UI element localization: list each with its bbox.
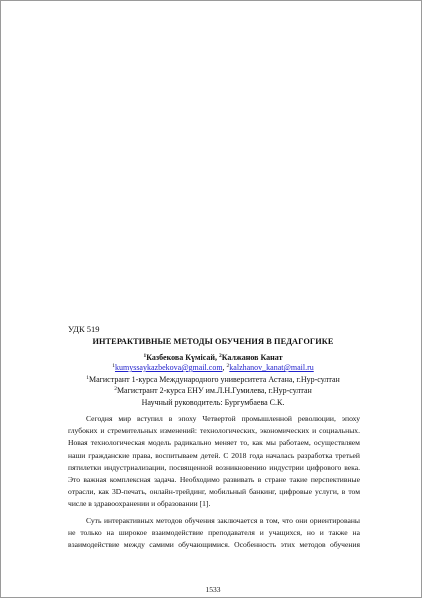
paragraph-line: отрасли, как 3D-печать, онлайн-трейдинг, мобильный банкинг, цифровые услуги, в том [68, 487, 360, 497]
paragraph-line: Суть интерактивных методов обучения заключается в том, что они ориентированы [86, 516, 360, 525]
article-title: ИНТЕРАКТИВНЫЕ МЕТОДЫ ОБУЧЕНИЯ В ПЕДАГОГИКЕ [92, 337, 334, 346]
email-separator: , [222, 363, 227, 372]
paragraph-line: числе в здравоохранении и образовании [1]. [68, 499, 211, 509]
affiliation2-text: Магистрант 2-курса ЕНУ им.Л.Н.Гумилева, г.Нур-султан [116, 386, 312, 395]
author2-superscript: 2 [218, 353, 222, 359]
authors-line [1, 353, 424, 362]
affiliation1-text: Магистрант 1-курса Международного университета Астана, г.Нур-султан [88, 375, 340, 384]
author1-name: Казбекова Күмісай, [146, 353, 219, 362]
paragraph-line: глубоких и стремительных изменений: технологических, экономических и социальных. [68, 426, 360, 436]
paragraph-line: не только на широкое взаимодействие преподавателя и учащихся, но и также на [68, 528, 360, 538]
affiliation1-superscript: 1 [86, 375, 89, 381]
affiliation-1 [1, 375, 424, 384]
email2-link[interactable]: kalzhanov_kanat@mail.ru [229, 363, 314, 372]
affiliation2-superscript: 2 [114, 386, 117, 392]
paragraph-line: Сегодня мир вступил в эпоху Четвертой промышленной революции, эпоху [86, 414, 360, 423]
udk-code: УДК 519 [68, 324, 100, 334]
paragraph-line: наши гражданские права, воспитываем детей. С 2018 года началась разработка третьей [68, 450, 360, 460]
paragraph-2 [68, 515, 360, 552]
email2-superscript: 2 [226, 363, 230, 369]
author2-name: Калжанов Канат [221, 353, 283, 362]
paragraph-1 [68, 413, 360, 511]
paragraph-line: Это важная комплексная задача. Необходимо развивать в стране такие перспективные [68, 474, 360, 484]
affiliation-2 [1, 386, 424, 395]
email1-superscript: 1 [112, 363, 115, 369]
author1-superscript: 1 [143, 353, 147, 359]
supervisor-line: Научный руководитель: Бургумбаева С.К. [141, 398, 285, 407]
emails-line [1, 363, 424, 372]
email1-link[interactable]: kumyssaykazbekova@gmail.com [114, 363, 223, 372]
paragraph-line: Новая технологическая модель радикально меняет то, как мы работаем, осуществляем [68, 438, 360, 448]
paragraph-line: взаимодействие между самими обучающимися. Особенность этих методов обучения [68, 540, 360, 550]
page-number: 1533 [205, 585, 221, 594]
paragraph-line: пятилетки индустриализации, посвященной возникновению индустрии цифрового века. [68, 462, 360, 472]
